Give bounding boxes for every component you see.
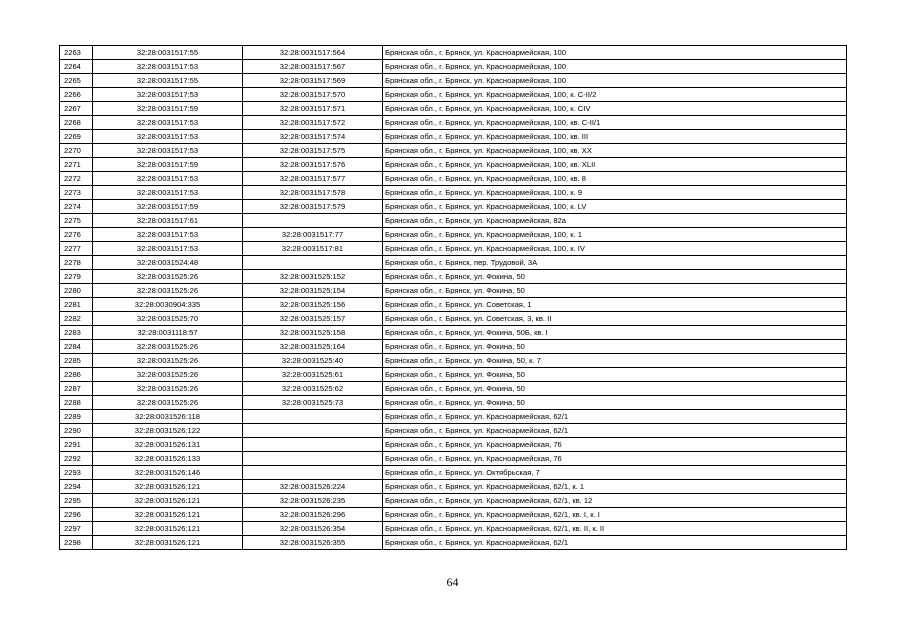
table-row xyxy=(60,242,847,256)
row-number-cell: 2263 xyxy=(60,46,93,60)
object-cadastral-number-cell: 32:28:0031525:158 xyxy=(243,326,383,340)
row-number-cell: 2280 xyxy=(60,284,93,298)
parcel-cadastral-number-cell: 32:28:0031526:122 xyxy=(93,424,243,438)
table-row xyxy=(60,284,847,298)
object-cadastral-number-cell: 32:28:0031517:567 xyxy=(243,60,383,74)
address-cell: Брянская обл., г. Брянск, ул. Красноармейская, 62/1, кв. 12 xyxy=(383,494,847,508)
row-number-cell: 2278 xyxy=(60,256,93,270)
parcel-cadastral-number-cell: 32:28:0031525:26 xyxy=(93,382,243,396)
address-cell: Брянская обл., г. Брянск, ул. Красноармейская, 100, кв. XX xyxy=(383,144,847,158)
address-cell: Брянская обл., г. Брянск, ул. Красноармейская, 100, к. CIV xyxy=(383,102,847,116)
object-cadastral-number-cell: 32:28:0031517:577 xyxy=(243,172,383,186)
object-cadastral-number-cell: 32:28:0031525:61 xyxy=(243,368,383,382)
object-cadastral-number-cell: 32:28:0031517:81 xyxy=(243,242,383,256)
object-cadastral-number-cell: 32:28:0031517:578 xyxy=(243,186,383,200)
table-row xyxy=(60,270,847,284)
parcel-cadastral-number-cell: 32:28:0031525:26 xyxy=(93,270,243,284)
table-row xyxy=(60,102,847,116)
address-cell: Брянская обл., г. Брянск, ул. Красноармейская, 100 xyxy=(383,74,847,88)
row-number-cell: 2290 xyxy=(60,424,93,438)
cadastral-table xyxy=(59,45,847,550)
table-row xyxy=(60,214,847,228)
parcel-cadastral-number-cell: 32:28:0031525:26 xyxy=(93,354,243,368)
address-cell: Брянская обл., г. Брянск, ул. Красноармейская, 76 xyxy=(383,438,847,452)
parcel-cadastral-number-cell: 32:28:0031517:61 xyxy=(93,214,243,228)
object-cadastral-number-cell: 32:28:0031525:156 xyxy=(243,298,383,312)
address-cell: Брянская обл., г. Брянск, ул. Фокина, 50, к. 7 xyxy=(383,354,847,368)
row-number-cell: 2298 xyxy=(60,536,93,550)
parcel-cadastral-number-cell: 32:28:0031517:53 xyxy=(93,186,243,200)
address-cell: Брянская обл., г. Брянск, ул. Красноармейская, 100 xyxy=(383,60,847,74)
object-cadastral-number-cell xyxy=(243,452,383,466)
object-cadastral-number-cell xyxy=(243,438,383,452)
address-cell: Брянская обл., г. Брянск, ул. Красноармейская, 100, к. 9 xyxy=(383,186,847,200)
parcel-cadastral-number-cell: 32:28:0031526:121 xyxy=(93,480,243,494)
object-cadastral-number-cell: 32:28:0031517:564 xyxy=(243,46,383,60)
row-number-cell: 2269 xyxy=(60,130,93,144)
row-number-cell: 2273 xyxy=(60,186,93,200)
table-row xyxy=(60,200,847,214)
row-number-cell: 2271 xyxy=(60,158,93,172)
table-row xyxy=(60,60,847,74)
parcel-cadastral-number-cell: 32:28:0031526:118 xyxy=(93,410,243,424)
parcel-cadastral-number-cell: 32:28:0031517:53 xyxy=(93,60,243,74)
object-cadastral-number-cell xyxy=(243,424,383,438)
table-row xyxy=(60,228,847,242)
address-cell: Брянская обл., г. Брянск, ул. Красноармейская, 100, кв. C-II/1 xyxy=(383,116,847,130)
table-row xyxy=(60,340,847,354)
parcel-cadastral-number-cell: 32:28:0031525:26 xyxy=(93,396,243,410)
object-cadastral-number-cell: 32:28:0031517:574 xyxy=(243,130,383,144)
table-row xyxy=(60,158,847,172)
table-row xyxy=(60,494,847,508)
parcel-cadastral-number-cell: 32:28:0031524:48 xyxy=(93,256,243,270)
address-cell: Брянская обл., г. Брянск, ул. Красноармейская, 62/1, к. 1 xyxy=(383,480,847,494)
table-row xyxy=(60,424,847,438)
table-row xyxy=(60,438,847,452)
row-number-cell: 2292 xyxy=(60,452,93,466)
object-cadastral-number-cell: 32:28:0031517:569 xyxy=(243,74,383,88)
address-cell: Брянская обл., г. Брянск, ул. Советская, 3, кв. II xyxy=(383,312,847,326)
row-number-cell: 2272 xyxy=(60,172,93,186)
address-cell: Брянская обл., г. Брянск, ул. Советская, 1 xyxy=(383,298,847,312)
table-row xyxy=(60,368,847,382)
table-body xyxy=(60,46,847,550)
address-cell: Брянская обл., г. Брянск, ул. Фокина, 50Б, кв. I xyxy=(383,326,847,340)
table-row xyxy=(60,382,847,396)
table-row xyxy=(60,326,847,340)
row-number-cell: 2275 xyxy=(60,214,93,228)
parcel-cadastral-number-cell: 32:28:0031517:53 xyxy=(93,172,243,186)
parcel-cadastral-number-cell: 32:28:0031526:146 xyxy=(93,466,243,480)
address-cell: Брянская обл., г. Брянск, ул. Октябрьская, 7 xyxy=(383,466,847,480)
object-cadastral-number-cell xyxy=(243,214,383,228)
row-number-cell: 2293 xyxy=(60,466,93,480)
table-row xyxy=(60,312,847,326)
address-cell: Брянская обл., г. Брянск, ул. Фокина, 50 xyxy=(383,340,847,354)
object-cadastral-number-cell: 32:28:0031525:73 xyxy=(243,396,383,410)
row-number-cell: 2268 xyxy=(60,116,93,130)
row-number-cell: 2281 xyxy=(60,298,93,312)
address-cell: Брянская обл., г. Брянск, ул. Фокина, 50 xyxy=(383,270,847,284)
object-cadastral-number-cell: 32:28:0031526:355 xyxy=(243,536,383,550)
row-number-cell: 2267 xyxy=(60,102,93,116)
address-cell: Брянская обл., г. Брянск, ул. Красноармейская, 82а xyxy=(383,214,847,228)
table-row xyxy=(60,354,847,368)
address-cell: Брянская обл., г. Брянск, ул. Красноармейская, 100 xyxy=(383,46,847,60)
row-number-cell: 2270 xyxy=(60,144,93,158)
table-row xyxy=(60,480,847,494)
row-number-cell: 2279 xyxy=(60,270,93,284)
address-cell: Брянская обл., г. Брянск, ул. Красноармейская, 100, кв. 8 xyxy=(383,172,847,186)
address-cell: Брянская обл., г. Брянск, ул. Красноармейская, 100, кв. XLII xyxy=(383,158,847,172)
parcel-cadastral-number-cell: 32:28:0031526:133 xyxy=(93,452,243,466)
table-row xyxy=(60,144,847,158)
address-cell: Брянская обл., г. Брянск, ул. Фокина, 50 xyxy=(383,368,847,382)
object-cadastral-number-cell: 32:28:0031525:40 xyxy=(243,354,383,368)
table-row xyxy=(60,452,847,466)
object-cadastral-number-cell: 32:28:0031517:576 xyxy=(243,158,383,172)
object-cadastral-number-cell: 32:28:0031517:77 xyxy=(243,228,383,242)
parcel-cadastral-number-cell: 32:28:0031517:59 xyxy=(93,102,243,116)
table-row xyxy=(60,466,847,480)
row-number-cell: 2288 xyxy=(60,396,93,410)
table-row xyxy=(60,130,847,144)
row-number-cell: 2265 xyxy=(60,74,93,88)
row-number-cell: 2266 xyxy=(60,88,93,102)
parcel-cadastral-number-cell: 32:28:0031517:53 xyxy=(93,144,243,158)
address-cell: Брянская обл., г. Брянск, ул. Красноармейская, 100, к. C-II/2 xyxy=(383,88,847,102)
parcel-cadastral-number-cell: 32:28:0031517:55 xyxy=(93,46,243,60)
row-number-cell: 2282 xyxy=(60,312,93,326)
row-number-cell: 2297 xyxy=(60,522,93,536)
table-row xyxy=(60,88,847,102)
address-cell: Брянская обл., г. Брянск, ул. Красноармейская, 62/1, кв. I, к. I xyxy=(383,508,847,522)
parcel-cadastral-number-cell: 32:28:0031517:53 xyxy=(93,130,243,144)
object-cadastral-number-cell: 32:28:0031517:579 xyxy=(243,200,383,214)
parcel-cadastral-number-cell: 32:28:0031517:53 xyxy=(93,242,243,256)
parcel-cadastral-number-cell: 32:28:0031526:121 xyxy=(93,508,243,522)
row-number-cell: 2283 xyxy=(60,326,93,340)
table-row xyxy=(60,172,847,186)
table-row xyxy=(60,536,847,550)
parcel-cadastral-number-cell: 32:28:0030904:335 xyxy=(93,298,243,312)
table-row xyxy=(60,46,847,60)
parcel-cadastral-number-cell: 32:28:0031517:55 xyxy=(93,74,243,88)
parcel-cadastral-number-cell: 32:28:0031118:57 xyxy=(93,326,243,340)
parcel-cadastral-number-cell: 32:28:0031526:121 xyxy=(93,522,243,536)
row-number-cell: 2264 xyxy=(60,60,93,74)
object-cadastral-number-cell: 32:28:0031525:152 xyxy=(243,270,383,284)
address-cell: Брянская обл., г. Брянск, ул. Красноармейская, 62/1 xyxy=(383,424,847,438)
row-number-cell: 2295 xyxy=(60,494,93,508)
object-cadastral-number-cell: 32:28:0031526:224 xyxy=(243,480,383,494)
table-row xyxy=(60,410,847,424)
object-cadastral-number-cell: 32:28:0031526:235 xyxy=(243,494,383,508)
row-number-cell: 2287 xyxy=(60,382,93,396)
parcel-cadastral-number-cell: 32:28:0031526:121 xyxy=(93,494,243,508)
row-number-cell: 2289 xyxy=(60,410,93,424)
address-cell: Брянская обл., г. Брянск, ул. Красноармейская, 62/1 xyxy=(383,536,847,550)
object-cadastral-number-cell: 32:28:0031517:570 xyxy=(243,88,383,102)
address-cell: Брянская обл., г. Брянск, ул. Красноармейская, 100, к. 1 xyxy=(383,228,847,242)
table-row xyxy=(60,256,847,270)
object-cadastral-number-cell xyxy=(243,466,383,480)
row-number-cell: 2277 xyxy=(60,242,93,256)
parcel-cadastral-number-cell: 32:28:0031517:53 xyxy=(93,88,243,102)
table-row xyxy=(60,396,847,410)
object-cadastral-number-cell xyxy=(243,410,383,424)
object-cadastral-number-cell: 32:28:0031526:354 xyxy=(243,522,383,536)
parcel-cadastral-number-cell: 32:28:0031526:121 xyxy=(93,536,243,550)
address-cell: Брянская обл., г. Брянск, ул. Фокина, 50 xyxy=(383,284,847,298)
table-row xyxy=(60,298,847,312)
parcel-cadastral-number-cell: 32:28:0031525:70 xyxy=(93,312,243,326)
address-cell: Брянская обл., г. Брянск, ул. Фокина, 50 xyxy=(383,382,847,396)
row-number-cell: 2291 xyxy=(60,438,93,452)
object-cadastral-number-cell: 32:28:0031526:296 xyxy=(243,508,383,522)
object-cadastral-number-cell: 32:28:0031525:157 xyxy=(243,312,383,326)
table-row xyxy=(60,74,847,88)
address-cell: Брянская обл., г. Брянск, ул. Фокина, 50 xyxy=(383,396,847,410)
parcel-cadastral-number-cell: 32:28:0031517:53 xyxy=(93,116,243,130)
object-cadastral-number-cell: 32:28:0031517:571 xyxy=(243,102,383,116)
object-cadastral-number-cell: 32:28:0031525:62 xyxy=(243,382,383,396)
address-cell: Брянская обл., г. Брянск, ул. Красноармейская, 100, к. IV xyxy=(383,242,847,256)
object-cadastral-number-cell: 32:28:0031525:154 xyxy=(243,284,383,298)
table-row xyxy=(60,116,847,130)
parcel-cadastral-number-cell: 32:28:0031526:131 xyxy=(93,438,243,452)
object-cadastral-number-cell: 32:28:0031525:164 xyxy=(243,340,383,354)
table-row xyxy=(60,508,847,522)
page-number: 64 xyxy=(446,575,459,589)
address-cell: Брянская обл., г. Брянск, ул. Красноармейская, 76 xyxy=(383,452,847,466)
row-number-cell: 2286 xyxy=(60,368,93,382)
address-cell: Брянская обл., г. Брянск, пер. Трудовой, 3А xyxy=(383,256,847,270)
object-cadastral-number-cell xyxy=(243,256,383,270)
address-cell: Брянская обл., г. Брянск, ул. Красноармейская, 62/1, кв. II, к. II xyxy=(383,522,847,536)
row-number-cell: 2285 xyxy=(60,354,93,368)
address-cell: Брянская обл., г. Брянск, ул. Красноармейская, 62/1 xyxy=(383,410,847,424)
row-number-cell: 2284 xyxy=(60,340,93,354)
parcel-cadastral-number-cell: 32:28:0031525:26 xyxy=(93,340,243,354)
parcel-cadastral-number-cell: 32:28:0031525:26 xyxy=(93,368,243,382)
row-number-cell: 2294 xyxy=(60,480,93,494)
row-number-cell: 2276 xyxy=(60,228,93,242)
address-cell: Брянская обл., г. Брянск, ул. Красноармейская, 100, кв. III xyxy=(383,130,847,144)
address-cell: Брянская обл., г. Брянск, ул. Красноармейская, 100, к. LV xyxy=(383,200,847,214)
row-number-cell: 2274 xyxy=(60,200,93,214)
table-row xyxy=(60,186,847,200)
parcel-cadastral-number-cell: 32:28:0031517:59 xyxy=(93,200,243,214)
table-row xyxy=(60,522,847,536)
row-number-cell: 2296 xyxy=(60,508,93,522)
parcel-cadastral-number-cell: 32:28:0031517:59 xyxy=(93,158,243,172)
parcel-cadastral-number-cell: 32:28:0031517:53 xyxy=(93,228,243,242)
object-cadastral-number-cell: 32:28:0031517:575 xyxy=(243,144,383,158)
object-cadastral-number-cell: 32:28:0031517:572 xyxy=(243,116,383,130)
parcel-cadastral-number-cell: 32:28:0031525:26 xyxy=(93,284,243,298)
